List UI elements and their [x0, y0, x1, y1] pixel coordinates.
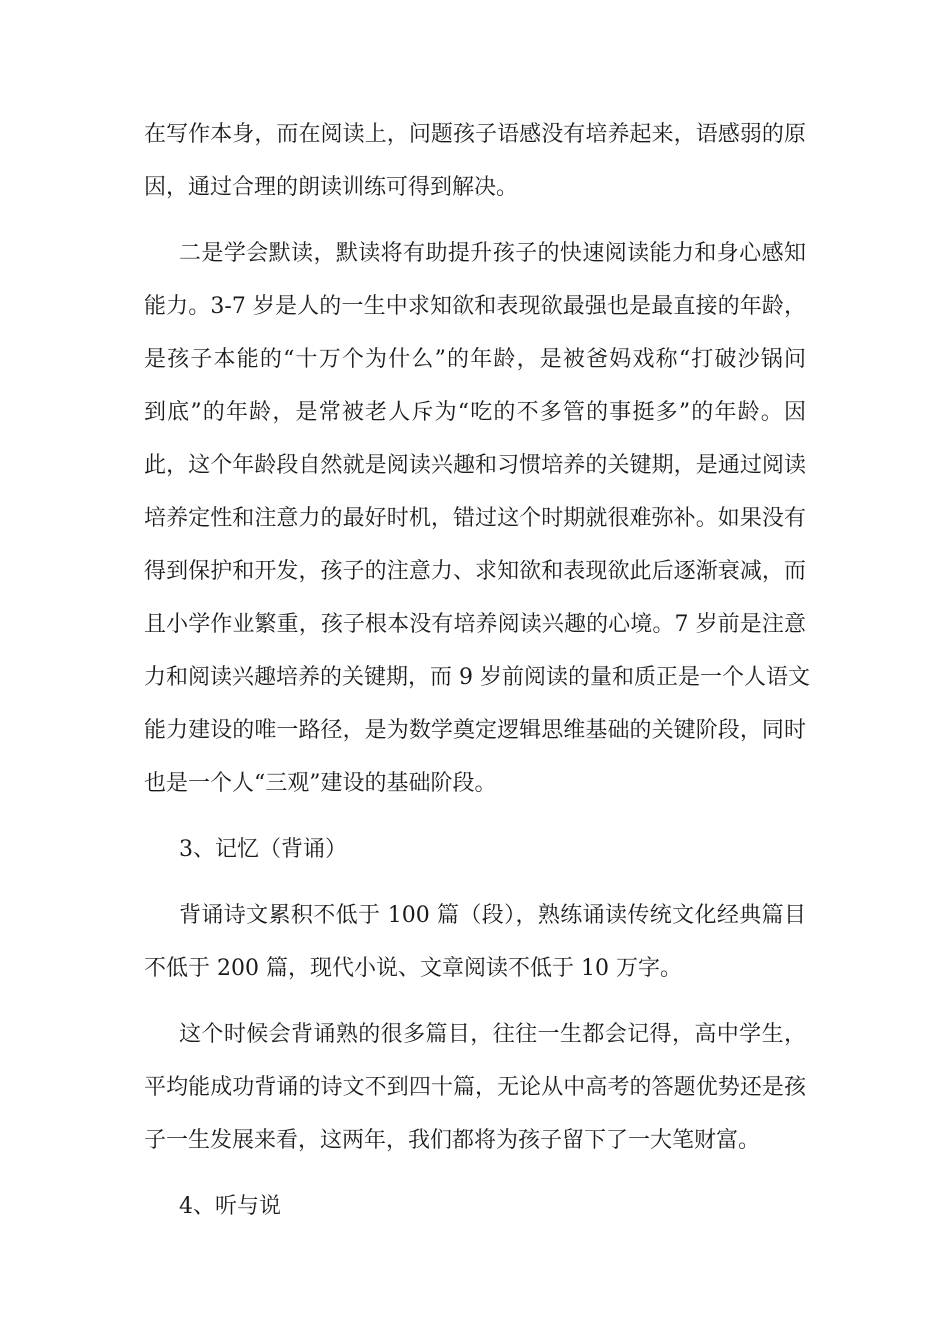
text-line: 二是学会默读，默读将有助提升孩子的快速阅读能力和身心感知 [179, 241, 806, 266]
text-line: 能力建设的唯一路径，是为数学奠定逻辑思维基础的关键阶段，同时 [144, 718, 806, 743]
text-line: 得到保护和开发，孩子的注意力、求知欲和表现欲此后逐渐衰减，而 [144, 559, 806, 584]
text-line: 到底”的年龄，是常被老人斥为“吃的不多管的事挺多”的年龄。因 [144, 400, 806, 425]
section-heading-text: 4、听与说 [179, 1194, 281, 1219]
text-line: 不低于 200 篇，现代小说、文章阅读不低于 10 万字。 [144, 956, 682, 981]
section-heading-text: 3、记忆（背诵） [179, 837, 347, 862]
text-line: 力和阅读兴趣培养的关键期，而 9 岁前阅读的量和质正是一个人语文 [144, 665, 810, 690]
text-line: 平均能成功背诵的诗文不到四十篇，无论从中高考的答题优势还是孩 [144, 1075, 806, 1100]
text-line: 也是一个人“三观”建设的基础阶段。 [144, 771, 497, 796]
text-line: 这个时候会背诵熟的很多篇目，往往一生都会记得，高中学生， [179, 1022, 806, 1047]
text-line: 背诵诗文累积不低于 100 篇（段），熟练诵读传统文化经典篇目 [179, 903, 806, 928]
text-line: 子一生发展来看，这两年，我们都将为孩子留下了一大笔财富。 [144, 1128, 761, 1153]
text-line: 培养定性和注意力的最好时机，错过这个时期就很难弥补。如果没有 [144, 506, 806, 531]
text-line: 因，通过合理的朗读训练可得到解决。 [144, 175, 519, 200]
text-line: 是孩子本能的“十万个为什么”的年龄，是被爸妈戏称“打破沙锅问 [144, 347, 806, 372]
text-line: 在写作本身，而在阅读上，问题孩子语感没有培养起来，语感弱的原 [144, 122, 806, 147]
text-line: 能力。3-7 岁是人的一生中求知欲和表现欲最强也是最直接的年龄， [144, 294, 806, 319]
text-line: 且小学作业繁重，孩子根本没有培养阅读兴趣的心境。7 岁前是注意 [144, 612, 806, 637]
text-line: 此，这个年龄段自然就是阅读兴趣和习惯培养的关键期，是通过阅读 [144, 453, 806, 478]
